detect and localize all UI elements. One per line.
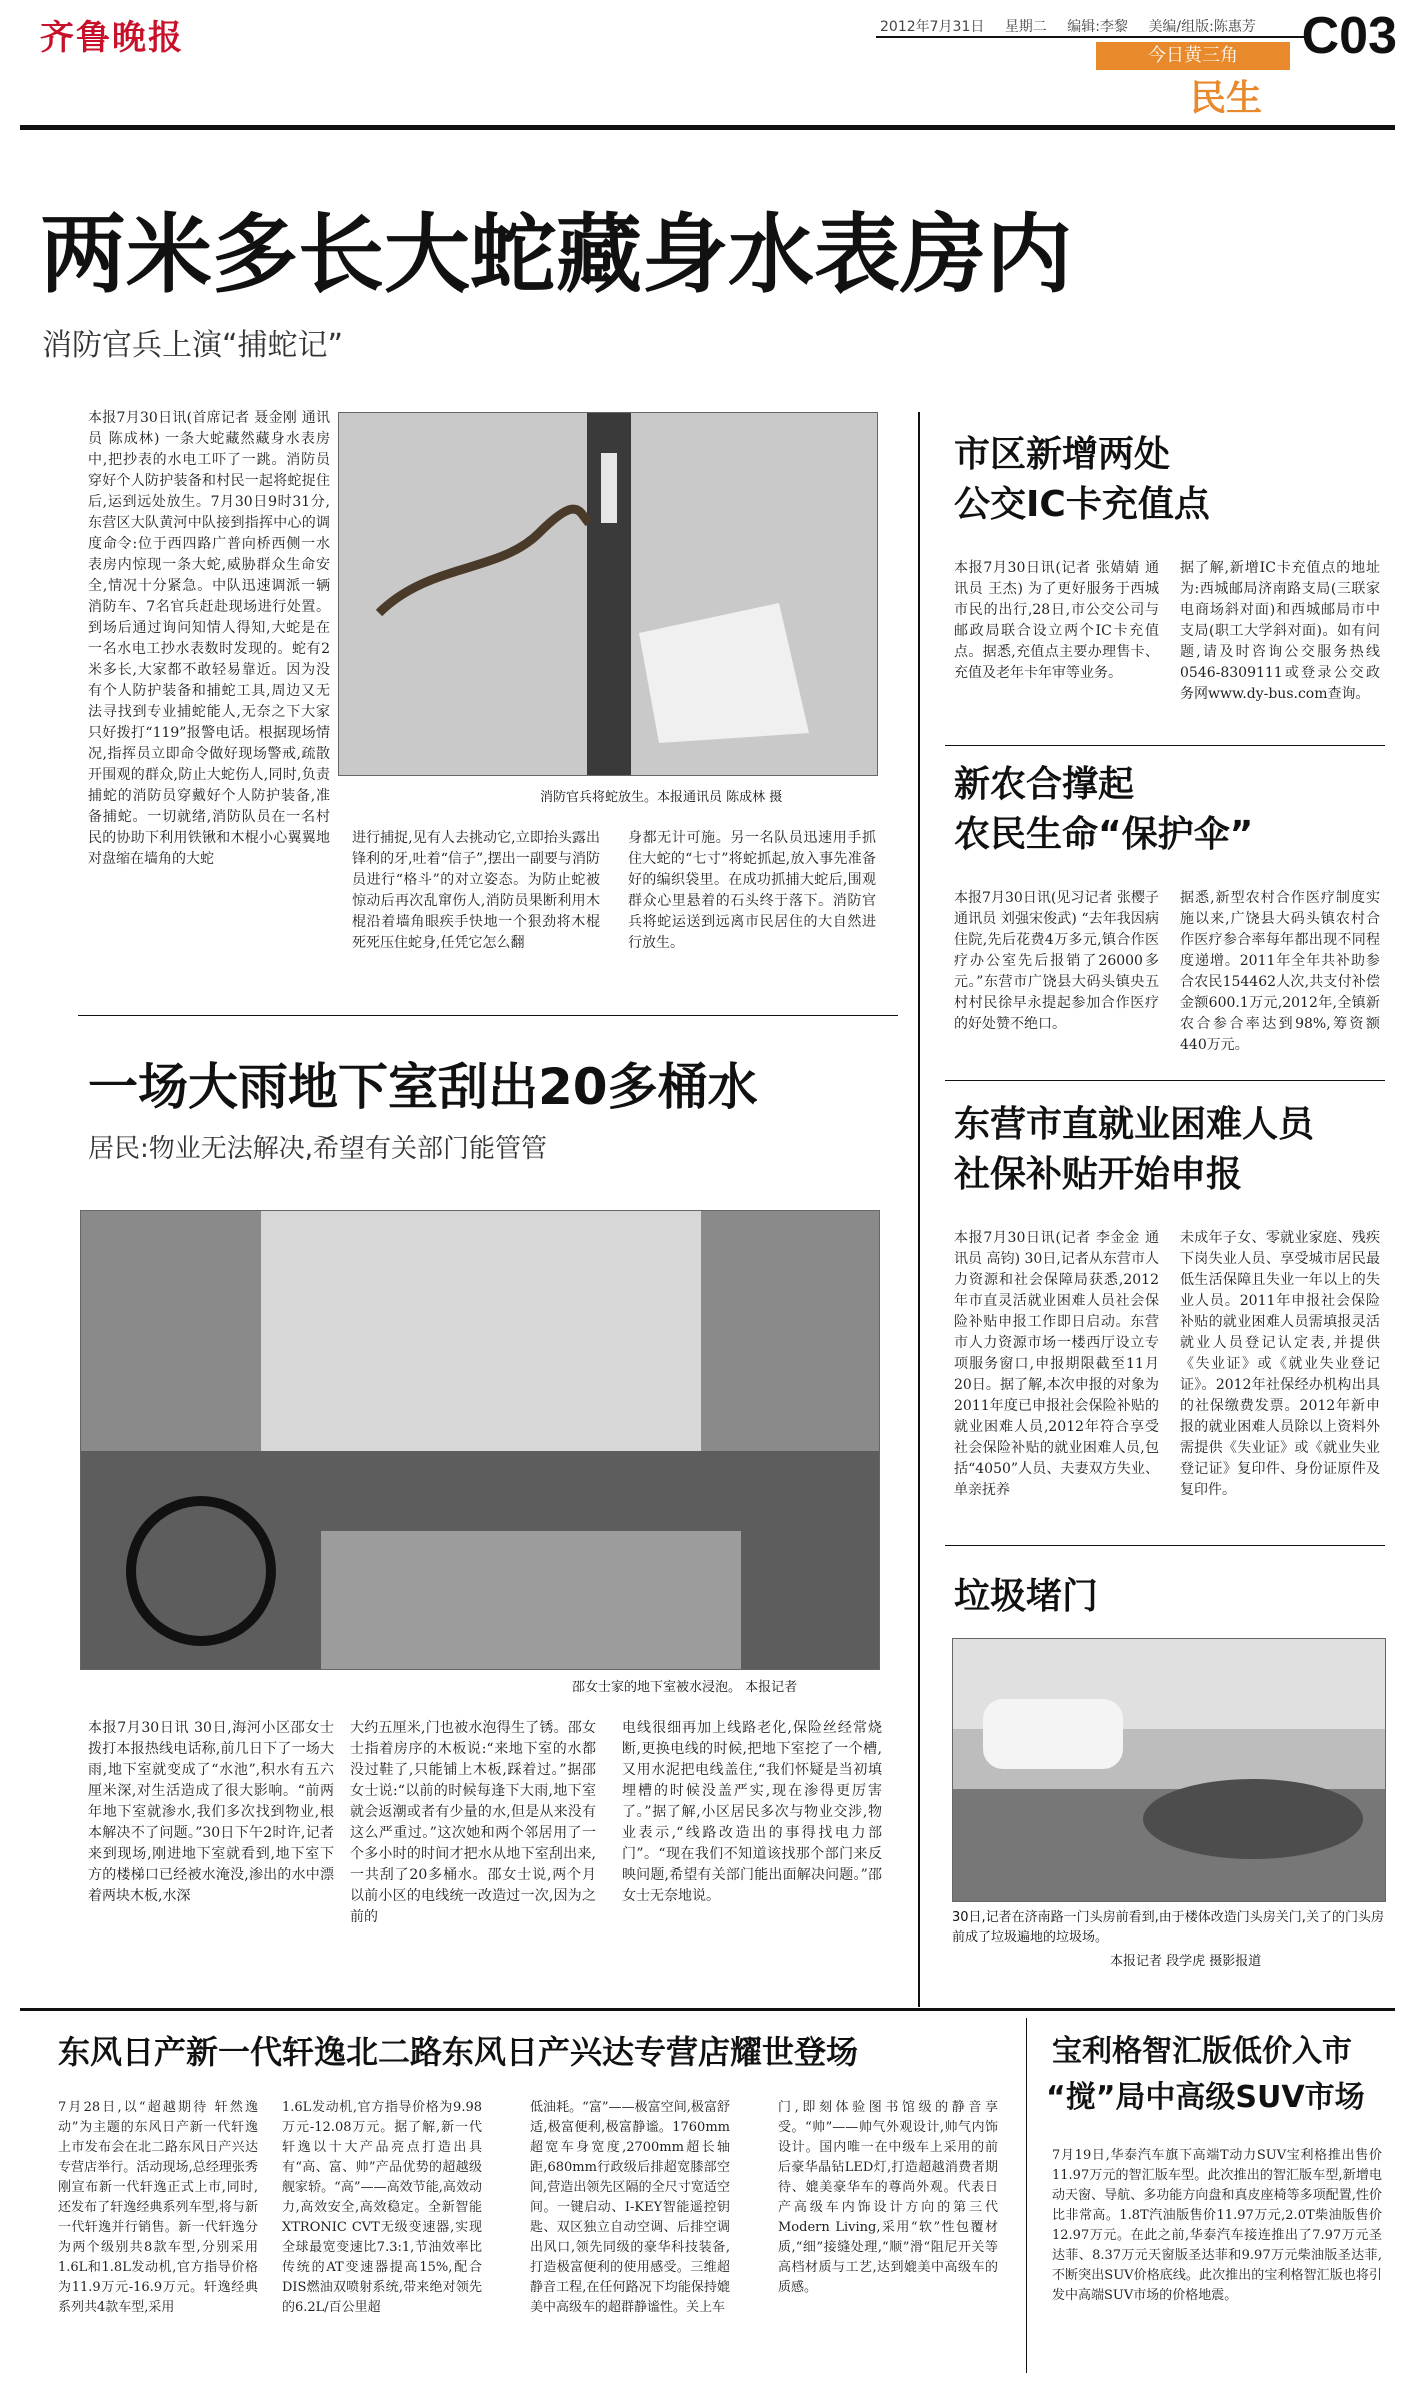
garbage-photo-graphic	[953, 1639, 1386, 1902]
snake-photo-caption: 消防官兵将蛇放生。本报通讯员 陈成林 摄	[540, 790, 783, 805]
side3-headline-line1: 东营市直就业困难人员	[954, 1104, 1315, 1145]
side1-headline-line1: 市区新增两处	[954, 434, 1171, 475]
story2-top-rule	[78, 1015, 898, 1016]
side1-headline-line2: 公交IC卡充值点	[954, 484, 1210, 525]
ad1-headline: 东风日产新一代轩逸北二路东风日产兴达专营店耀世登场	[58, 2033, 859, 2071]
side2-headline-line2: 农民生命“保护伞”	[954, 814, 1254, 855]
top-thick-rule	[20, 125, 1395, 130]
rubric-tag: 今日黄三角	[1096, 42, 1290, 70]
ad1-column-2: 1.6L发动机,官方指导价格为9.98万元-12.08万元。据了解,新一代轩逸以十大产品亮点打造出具有“高、富、帅”产品优势的超越级舰家轿。“高”——高效节能,高效动力,高效安全,高效稳定。全新智能XTRONIC CVT无级变速器,实现全球最宽变速比7.3:1,节油效率比传统的AT变速器提高15%,配合DIS燃油双喷射系统,带来绝对领先的6.2L/百公里超	[282, 2100, 482, 2315]
ad2-headline-line1: 宝利格智汇版低价入市	[1052, 2034, 1352, 2069]
snake-photo-graphic	[339, 413, 878, 776]
designer-credit: 美编/组版:陈惠芳	[1148, 19, 1256, 35]
side2-column-2: 据悉,新型农村合作医疗制度实施以来,广饶县大码头镇农村合作医疗参合率每年都出现不同程度递增。2011年全年共补助参合农民154462人次,共支付补偿金额600.1万元,2012年,全镇新农合参合率达到98%,筹资额440万元。	[1180, 890, 1380, 1053]
bottom-section-rule	[20, 2008, 1395, 2011]
ad1-column-1: 7月28日,以“超越期待 轩然逸动”为主题的东风日产新一代轩逸上市发布会在北二路东风日产兴达专营店举行。活动现场,总经理张秀刚宣布新一代轩逸正式上市,同时,还发布了轩逸经典系列车型,将与新一代轩逸并行销售。新一代轩逸分为两个级别共8款车型,分别采用1.6L和1.8L发动机,官方指导价格为11.9万元-16.9万元。轩逸经典系列共4款车型,采用	[58, 2100, 258, 2315]
story1-headline: 两米多长大蛇藏身水表房内	[40, 205, 1072, 305]
side4-top-rule	[945, 1545, 1385, 1546]
masthead-rule	[876, 36, 1306, 38]
editor-credit: 编辑:李黎	[1067, 19, 1128, 35]
story1-column-2: 进行捕捉,见有人去挑动它,立即抬头露出锋利的牙,吐着“信子”,摆出一副要与消防员进行“格斗”的对立姿态。为防止蛇被惊动后再次乱窜伤人,消防员果断利用木棍沿着墙角眼疾手快地一个狠劲将木棍死死压住蛇身,任凭它怎么翻	[352, 830, 600, 951]
ad2-column-1: 7月19日,华泰汽车旗下高端T动力SUV宝利格推出售价11.97万元的智汇版车型。此次推出的智汇版车型,新增电动天窗、导航、多功能方向盘和真皮座椅等多项配置,性价比非常高。1.8T汽油版售价11.97万元,2.0T柴油版售价12.97万元。在此之前,华泰汽车接连推出了7.97万元圣达菲、8.37万元天窗版圣达菲和9.97万元柴油版圣达菲,不断突出SUV价格底线。此次推出的宝利格智汇版也将引发中高端SUV市场的价格地震。	[1052, 2148, 1382, 2303]
story2-column-1: 本报7月30日讯 30日,海河小区邵女士拨打本报热线电话称,前几日下了一场大雨,地下室就变成了“水池”,积水有五六厘米深,对生活造成了很大影响。“前两年地下室就渗水,我们多次找到物业,根本解决不了问题。”30日下午2时许,记者来到现场,刚进地下室就看到,地下室下方的楼梯口已经被水淹没,渗出的水中漂着两块木板,水深	[88, 1720, 334, 1904]
side1-column-2: 据了解,新增IC卡充值点的地址为:西城邮局济南路支局(三联家电商场斜对面)和西城邮局市中支局(职工大学斜对面)。如有问题,请及时咨询公交服务热线0546-8309111或登录公交政务网www.dy-bus.com查询。	[1180, 560, 1380, 702]
story2-headline: 一场大雨地下室刮出20多桶水	[88, 1058, 758, 1116]
story1-subhead: 消防官兵上演“捕蛇记”	[42, 328, 344, 363]
side2-headline-line1: 新农合撑起	[954, 764, 1135, 805]
story2-subhead: 居民:物业无法解决,希望有关部门能管管	[88, 1134, 548, 1164]
snake-photo	[338, 412, 878, 776]
side3-column-1: 本报7月30日讯(记者 李金金 通讯员 高钧) 30日,记者从东营市人力资源和社会保障局获悉,2012年市直灵活就业困难人员社会保险补贴申报工作即日启动。东营市人力资源市场一楼西厅设立专项服务窗口,申报期限截至11月20日。据了解,本次申报的对象为2011年度已申报社会保险补贴的就业困难人员,2012年符合享受社会保险补贴的就业困难人员,包括“4050”人员、夫妻双方失业、单亲抚养	[954, 1230, 1159, 1498]
basement-photo-caption: 邵女士家的地下室被水浸泡。 本报记者	[572, 1680, 798, 1695]
side1-column-1: 本报7月30日讯(记者 张婧婧 通讯员 王杰) 为了更好服务于西城市民的出行,28日,市公交公司与邮政局联合设立两个IC卡充值点。据悉,充值点主要办理售卡、充值及老年卡年审等业务。	[954, 560, 1159, 681]
side3-column-2: 未成年子女、零就业家庭、残疾下岗失业人员、享受城市居民最低生活保障且失业一年以上的失业人员。2011年申报社会保险补贴的就业困难人员需填报灵活就业人员登记认定表,并提供《失业证》或《就业失业登记证》。2012年社保经办机构出具的社保缴费发票。2012年新申报的就业困难人员除以上资料外需提供《失业证》或《就业失业登记证》复印件、身份证原件及复印件。	[1180, 1230, 1380, 1498]
garbage-photo-caption: 30日,记者在济南路一门头房前看到,由于楼体改造门头房关门,关了的门头房前成了垃圾遍地的垃圾场。	[952, 1910, 1384, 1945]
newspaper-logo: 齐鲁晚报	[40, 18, 184, 58]
side3-top-rule	[945, 1080, 1385, 1081]
issue-date: 2012年7月31日	[880, 19, 985, 35]
side2-column-1: 本报7月30日讯(见习记者 张樱子 通讯员 刘强宋俊武) “去年我因病住院,先后花费4万多元,镇合作医疗办公室先后报销了26000多元。”东营市广饶县大码头镇央五村村民徐早永提起参加合作医疗的好处赞不绝口。	[954, 890, 1159, 1032]
issue-info	[880, 16, 1256, 36]
story1-column-3: 身都无计可施。另一名队员迅速用手抓住大蛇的“七寸”将蛇抓起,放入事先准备好的编织袋里。在成功抓捕大蛇后,围观群众心里悬着的石头终于落下。消防官兵将蛇运送到远离市民居住的大自然进行放生。	[628, 830, 876, 951]
side2-top-rule	[945, 745, 1385, 746]
ad-divider	[1026, 2018, 1027, 2373]
garbage-photo	[952, 1638, 1386, 1902]
section-name: 民生	[1190, 78, 1263, 119]
ad1-column-4: 门,即刻体验图书馆级的静音享受。“帅”——帅气外观设计,帅气内饰设计。国内唯一在中级车上采用的前后豪华晶钻LED灯,打造超越消费者期待、媲美豪华车的尊尚外观。代表日产高级车内饰设计方向的第三代Modern Living,采用“软”性包覆材质,“细”接缝处理,“顺”滑“阻尼开关等高档材质与工艺,达到媲美中高级车的质感。	[778, 2100, 998, 2295]
side3-headline-line2: 社保补贴开始申报	[954, 1154, 1243, 1195]
story2-column-3: 电线很细再加上线路老化,保险丝经常烧断,更换电线的时候,把地下室挖了一个槽,又用水泥把电线盖住,“我们怀疑是当初填埋槽的时候没盖严实,现在渗得更厉害了。”据了解,小区居民多次与物业交涉,物业表示,“线路改造出的事得找电力部门”。“现在我们不知道该找那个部门来反映问题,希望有关部门能出面解决问题。”邵女士无奈地说。	[622, 1720, 882, 1904]
page-code: C03	[1301, 7, 1397, 65]
side4-headline: 垃圾堵门	[954, 1576, 1099, 1617]
story2-column-2: 大约五厘米,门也被水泡得生了锈。邵女士指着房序的木板说:“来地下室的水都没过鞋了,只能铺上木板,踩着过。”据邵女士说:“以前的时候每逢下大雨,地下室就会返潮或者有少量的水,但是从来没有这么严重过。”这次她和两个邻居用了一个多小时的时间才把水从地下室刮出来,一共刮了20多桶水。邵女士说,两个月以前小区的电线统一改造过一次,因为之前的	[350, 1720, 596, 1925]
basement-photo-graphic	[81, 1211, 880, 1670]
ad2-headline-line2: “搅”局中高级SUV市场	[1046, 2080, 1365, 2115]
ad1-column-3: 低油耗。“富”——极富空间,极富舒适,极富便利,极富静谧。1760mm超宽车身宽度,2700mm超长轴距,680mm行政级后排超宽膝部空间,营造出领先区隔的全尺寸宽适空间。一键启动、I-KEY智能遥控钥匙、双区独立自动空调、后排空调出风口,领先同级的豪华科技装备,打造极富便利的使用感受。三维超静音工程,在任何路况下均能保持媲美中高级车的超群静谧性。关上车	[530, 2100, 730, 2315]
issue-weekday: 星期二	[1004, 19, 1047, 35]
story1-column-1: 本报7月30日讯(首席记者 聂金刚 通讯员 陈成林) 一条大蛇藏然藏身水表房中,把抄表的水电工吓了一跳。消防员穿好个人防护装备和村民一起将蛇捉住后,运到远处放生。7月30日9时31分,东营区大队黄河中队接到指挥中心的调度命令:位于西四路广普向桥西侧一水表房内惊现一条大蛇,威胁群众生命安全,情况十分紧急。中队迅速调派一辆消防车、7名官兵赶赴现场进行处置。到场后通过询问知情人得知,大蛇是在一名水电工抄水表数时发现的。蛇有2米多长,大家都不敢轻易靠近。因为没有个人防护装备和捕蛇工具,周边又无法寻找到专业捕蛇能人,无奈之下大家只好拨打“119”报警电话。根据现场情况,指挥员立即命令做好现场警戒,疏散开围观的群众,防止大蛇伤人,同时,负责捕蛇的消防员穿戴好个人防护装备,准备捕蛇。一切就绪,消防队员在一名村民的协助下利用铁锹和木棍小心翼翼地对盘缩在墙角的大蛇	[88, 410, 330, 867]
column-divider	[918, 412, 920, 2007]
garbage-photo-credit: 本报记者 段学虎 摄影报道	[1110, 1954, 1262, 1969]
basement-photo	[80, 1210, 880, 1670]
